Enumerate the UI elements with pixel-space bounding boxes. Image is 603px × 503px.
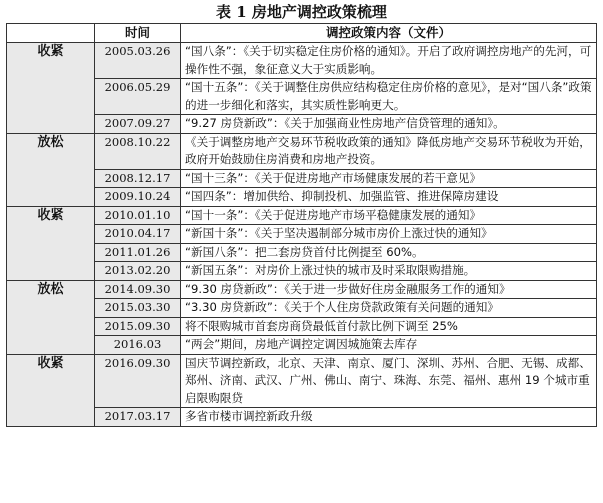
table-row [7,43,597,79]
content-cell: 多省市楼市调控新政升级 [181,408,597,427]
content-cell: 将不限购城市首套房商贷最低首付款比例下调至 25% [181,317,597,336]
content-cell: “3.30 房贷新政”：《关于个人住房贷款政策有关问题的通知》 [181,299,597,318]
content-cell: 国庆节调控新政，北京、天津、南京、厦门、深圳、苏州、合肥、无锡、成都、郑州、济南、武汉、广州、佛山、南宁、珠海、东莞、福州、惠州 19 个城市重启限购限贷 [181,354,597,408]
content-cell: 《关于调整房地产交易环节税收政策的通知》降低房地产交易环节税收为开始，政府开始鼓励住房消费和房地产投资。 [181,133,597,169]
table-row [7,169,597,188]
content-cell: “国四条”：增加供给、抑制投机、加强监管、推进保障房建设 [181,188,597,207]
table-row [7,115,597,134]
date-cell: 2014.09.30 [95,280,181,299]
phase-label: 收紧 [7,354,95,426]
header-content: 调控政策内容（文件） [181,24,597,43]
table-row [7,408,597,427]
date-cell: 2015.09.30 [95,317,181,336]
date-cell: 2005.03.26 [95,43,181,79]
phase-label: 放松 [7,280,95,354]
content-cell: “9.27 房贷新政”：《关于加强商业性房地产信贷管理的通知》。 [181,115,597,134]
table-row [7,243,597,262]
table-row [7,354,597,408]
content-cell: “9.30 房贷新政”：《关于进一步做好住房金融服务工作的通知》 [181,280,597,299]
content-cell: “国八条”：《关于切实稳定住房价格的通知》。开启了政府调控房地产的先河，可操作性不强，象征意义大于实质影响。 [181,43,597,79]
phase-label: 收紧 [7,206,95,280]
content-cell: “国十三条”：《关于促进房地产市场健康发展的若干意见》 [181,169,597,188]
content-cell: “国十一条”：《关于促进房地产市场平稳健康发展的通知》 [181,206,597,225]
content-cell: “新国十条”：《关于坚决遏制部分城市房价上涨过快的通知》 [181,225,597,244]
table-row [7,188,597,207]
date-cell: 2016.09.30 [95,354,181,408]
phase-label: 收紧 [7,43,95,134]
table-row [7,317,597,336]
table-row [7,336,597,355]
table-row [7,280,597,299]
table-title: 表 1 房地产调控政策梳理 [216,3,387,21]
date-cell: 2006.05.29 [95,79,181,115]
header-time: 时间 [95,24,181,43]
date-cell: 2013.02.20 [95,262,181,281]
date-cell: 2009.10.24 [95,188,181,207]
table-row [7,133,597,169]
date-cell: 2011.01.26 [95,243,181,262]
header-period [7,24,95,43]
table-row [7,225,597,244]
content-cell: “新国五条”：对房价上涨过快的城市及时采取限购措施。 [181,262,597,281]
content-cell: “新国八条”：把二套房贷首付比例提至 60%。 [181,243,597,262]
table-row [7,79,597,115]
date-cell: 2017.03.17 [95,408,181,427]
date-cell: 2010.01.10 [95,206,181,225]
date-cell: 2016.03 [95,336,181,355]
date-cell: 2010.04.17 [95,225,181,244]
date-cell: 2007.09.27 [95,115,181,134]
table-row [7,299,597,318]
policy-table [6,23,597,427]
phase-label: 放松 [7,133,95,206]
date-cell: 2008.10.22 [95,133,181,169]
content-cell: “两会”期间，房地产调控定调因城施策去库存 [181,336,597,355]
date-cell: 2015.03.30 [95,299,181,318]
table-row [7,206,597,225]
table-row [7,262,597,281]
content-cell: “国十五条”：《关于调整住房供应结构稳定住房价格的意见》，是对“国八条”政策的进一步细化和落实，其实质性影响更大。 [181,79,597,115]
date-cell: 2008.12.17 [95,169,181,188]
header-row [7,24,597,43]
